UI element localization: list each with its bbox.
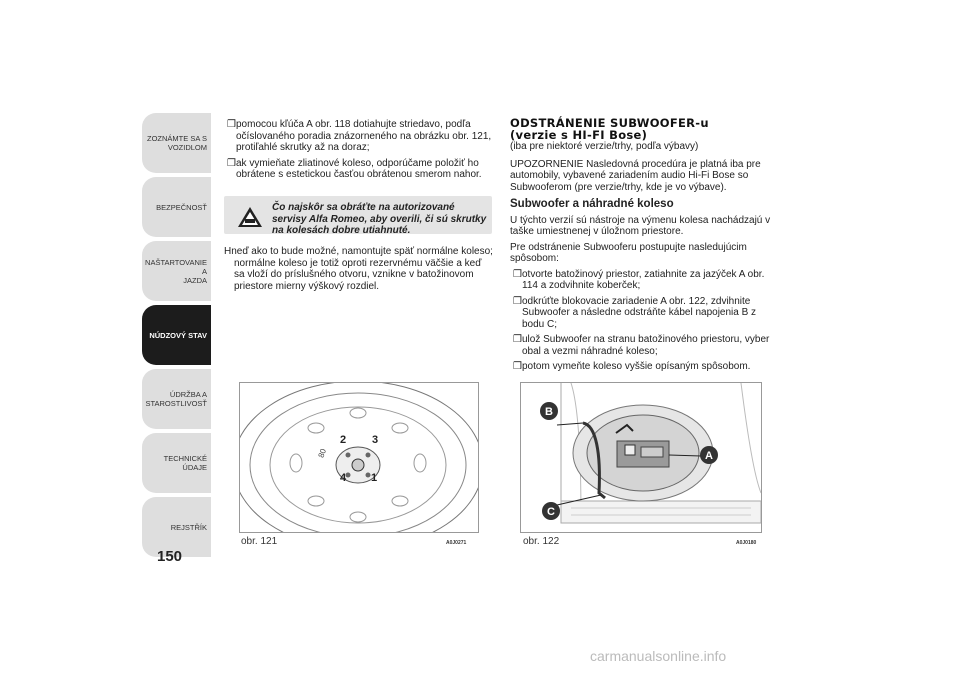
bolt-label: 3 [372, 434, 379, 446]
tab-label: ÚDRŽBA A STAROSTLIVOSŤ [145, 390, 207, 408]
tab-label: BEZPEČNOSŤ [156, 202, 207, 212]
callout-c-label: C [547, 506, 555, 518]
bullet-icon: ❒ [513, 268, 522, 280]
list-item: ❒ak vymieňate zliatinové koleso, odporúčame položiť ho obrátene s estetickou časťou obrátenou smerom nahor. [227, 157, 482, 180]
tab-nastartovanie[interactable] [142, 241, 211, 301]
tab-label: ZOZNÁMTE SA S VOZIDLOM [146, 134, 207, 152]
bullet-icon: ❒ [513, 334, 522, 345]
figure-121-caption: obr. 121 [241, 536, 278, 547]
figure-122-code: A0J0180 [736, 540, 757, 546]
section-heading: ODSTRÁNENIE SUBWOOFER-u [510, 116, 709, 130]
figure-121-code: A0J0271 [446, 540, 467, 546]
tab-bezpecnost[interactable] [142, 177, 211, 237]
section-heading-sub: (verzie s HI-FI Bose) [510, 128, 648, 142]
left-column [224, 119, 492, 185]
heading-note: (iba pre niektoré verzie/trhy, podľa výbavy) [510, 141, 699, 152]
left-paragraph-block [224, 246, 494, 296]
subheading: Subwoofer a náhradné koleso [510, 198, 674, 210]
bullet-icon: ❒ [513, 361, 522, 372]
paragraph: Hneď ako to bude možné, namontujte späť normálne koleso; normálne koleso je totiž oproti rezervnému väčšie a keď sa vloží do príslušného otvoru, vznikne v batožinovom priestore mierny výškový rozdiel. [224, 246, 493, 292]
figure-122-caption: obr. 122 [523, 536, 560, 547]
list-item: ❒pomocou kľúča A obr. 118 dotiahujte striedavo, podľa očíslovaného poradia znázorneného na obrázku obr. 121, protiľahlé skrutky až na doraz; [227, 119, 492, 153]
bolt-label: 2 [340, 434, 347, 446]
tab-zoznamte-sa[interactable] [142, 113, 211, 173]
upozornenie-paragraph: UPOZORNENIE Nasledovná procedúra je platná iba pre automobily, vybavené zariadením audio Hi-Fi Bose so Subwooferom (pre verzie/trhy, kde je vo výbave). [510, 158, 761, 193]
paragraph: U týchto verzií sú nástroje na výmenu kolesa nachádzajú v taške umiestnenej v úložnom priestore. [510, 214, 771, 237]
callout-a-label: A [705, 450, 713, 462]
rim-marking: 80 [316, 447, 329, 459]
tab-label: REJSTŘÍK [170, 522, 207, 532]
warning-text: Čo najskôr sa obráťte na autorizované servisy Alfa Romeo, aby overili, či sú skrutky na kolesách dobre utiahnuté. [272, 202, 487, 236]
bullet-icon: ❒ [227, 157, 236, 169]
bolt-label: 4 [340, 472, 347, 484]
warning-box [224, 196, 492, 234]
tab-label: NAŠTARTOVANIE A JAZDA [145, 257, 207, 285]
tab-udrzba[interactable] [142, 369, 211, 429]
watermark: carmanualsonline.info [590, 648, 727, 664]
list-item: ❒potom vymeňte koleso vyššie opísaným spôsobom. [513, 361, 751, 372]
right-column [510, 117, 778, 377]
list-item: ❒otvorte batožinový priestor, zatiahnite za jazýček A obr. 114 a zodvihnite koberček; [513, 268, 765, 291]
callout-b-label: B [545, 406, 553, 418]
page-number: 150 [157, 548, 183, 565]
tab-nudzovy-stav[interactable] [142, 305, 211, 365]
bullet-icon: ❒ [513, 295, 522, 307]
bolt-label: 1 [371, 472, 378, 484]
tab-technicke-udaje[interactable] [142, 433, 211, 493]
bullet-icon: ❒ [227, 119, 236, 130]
tab-label: TECHNICKÉ ÚDAJE [163, 454, 207, 472]
list-item: ❒ulož Subwoofer na stranu batožinového priestoru, vyber obal a vezmi náhradné koleso; [513, 334, 770, 357]
paragraph: Pre odstránenie Subwooferu postupujte nasledujúcim spôsobom: [510, 241, 747, 264]
figure-122 [520, 382, 762, 533]
subwoofer-illustration [521, 383, 761, 532]
list-item: ❒odkrúťte blokovacie zariadenie A obr. 122, zdvihnite Subwoofer a následne odstráňte kábel napojenia B z bodu C; [513, 295, 757, 330]
tab-label: NÚDZOVÝ STAV [149, 330, 207, 340]
wheel-illustration [240, 383, 478, 532]
figure-121 [239, 382, 479, 533]
warning-icon [237, 206, 263, 228]
